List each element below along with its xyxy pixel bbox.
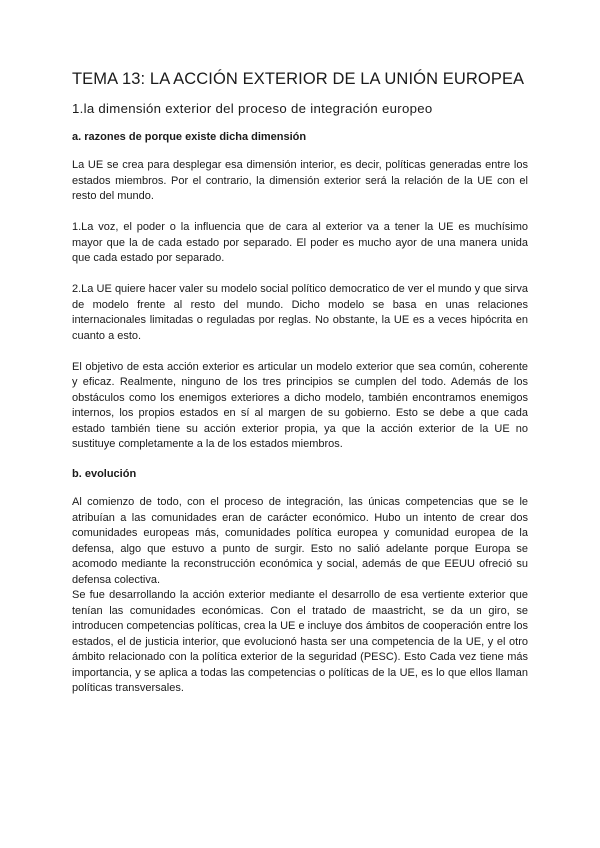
section-a	[72, 131, 528, 453]
paragraph: Se fue desarrollando la acción exterior mediante el desarrollo de esa vertiente exterior que tenían las comunidades económicas. Con el tratado de maastricht, se da un giro, se introducen competencias políticas, crea la UE e incluye dos ámbitos de cooperación entre los estados, el de justicia interior, que evolucionó hasta ser una competencia de la UE, y el otro ámbito relacionado con la política exterior de la seguridad (PESC). Esto Cada vez tiene más importancia, y se aplica a todas las competencias o políticas de la UE, es lo que ellos llaman políticas transversales.	[72, 589, 528, 694]
section-subtitle: 1.la dimensión exterior del proceso de integración europeo	[72, 101, 433, 116]
document-page	[72, 70, 528, 712]
section-b	[72, 468, 528, 697]
paragraph: La UE se crea para desplegar esa dimensión interior, es decir, políticas generadas entre los estados miembros. Por el contrario, la dimensión exterior será la relación de la UE con el resto del mundo.	[72, 159, 528, 202]
paragraph: 1.La voz, el poder o la influencia que de cara al exterior va a tener la UE es muchísimo mayor que la de cada estado por separado. El poder es mucho ayor de una manera unida que cada estado por separado.	[72, 221, 528, 264]
section-heading: b. evolución	[72, 468, 137, 480]
document-title: TEMA 13: LA ACCIÓN EXTERIOR DE LA UNIÓN EUROPEA	[72, 70, 525, 88]
paragraph: Al comienzo de todo, con el proceso de integración, las únicas competencias que se le atribuían a las comunidades eran de carácter económico. Hubo un intento de crear dos comunidades europeas más, comunidades política europea y comunidad europea de la defensa, algo que estuvo a punto de surgir. Esto no salió adelante porque Europa se acomodo mediante la reconstrucción económica y social, además de que EEUU ofreció su defensa colectiva.	[72, 496, 528, 586]
paragraph: El objetivo de esta acción exterior es articular un modelo exterior que sea común, coherente y eficaz. Realmente, ninguno de los tres principios se cumplen del todo. Además de los obstáculos como los enemigos exteriores a dicho modelo, también encontramos enemigos internos, los propios estados en sí al margen de su gobierno. Esto se debe a que cada estado también tiene su acción exterior propia, ya que la acción exterior de la UE no sustituye completamente a la de los estados miembros.	[72, 360, 528, 450]
paragraph: 2.La UE quiere hacer valer su modelo social político democratico de ver el mundo y que sirva de modelo frente al resto del mundo. Dicho modelo se basa en unas relaciones internacionales limitadas o reguladas por reglas. No obstante, la UE es a veces hipócrita en cuanto a esto.	[72, 283, 528, 342]
section-heading: a. razones de porque existe dicha dimensión	[72, 131, 307, 143]
